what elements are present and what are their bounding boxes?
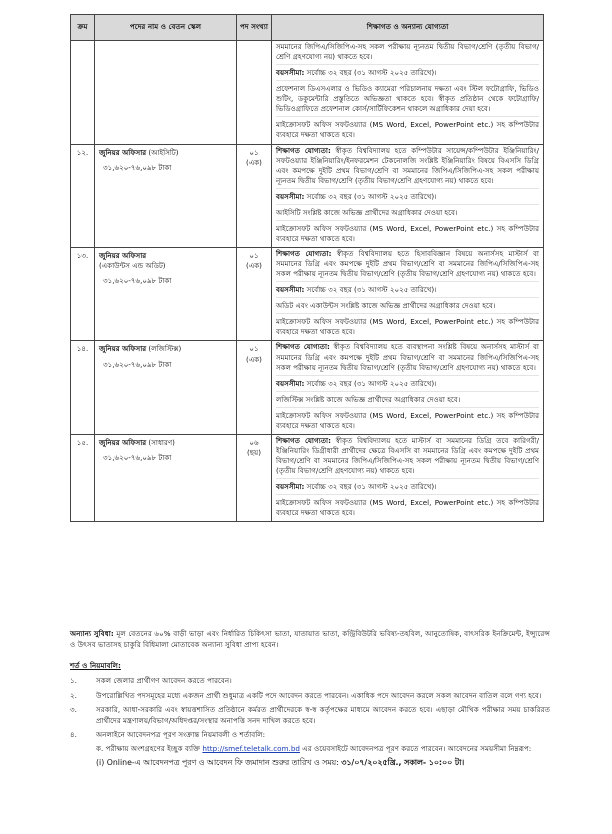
- education-text: স্বীকৃত বিশ্ববিদ্যালয় হতে কম্পিউটার সায়েন্স/কম্পিউটার ইঞ্জিনিয়ারিং/সফটওয়্যার ইঞ্জিনিয়ারিং/ইনফরমেশন টেকনোলজি সংশ্লিষ্ট ইঞ্জিনিয়ারিং বিষয়ে বিএসসি ডিগ্রি এবং কমপক্ষে দুইটি প্রথম বিভাগ/শ্রেণি বা সমমানের জিপিএ/সিজিপিএ-সহ সকল পরীক্ষায় ন্যূনতম দ্বিতীয় বিভাগ/শ্রেণি (তৃতীয় বিভাগ/শ্রেণি গ্রহণযোগ্য নয়) থাকতে হবে।: [276, 145, 539, 185]
- salary-scale: ৩১,৬২০-৭৬,০৯৮ টাকা: [103, 359, 172, 369]
- age-limit-text: সর্বোচ্চ ৩২ বছর (৩১ আগস্ট ২০২৫ তারিখে)।: [304, 378, 437, 388]
- age-limit-label: বয়সসীমা:: [276, 482, 305, 492]
- post-count: ০৬: [249, 437, 259, 447]
- table-row: [71, 434, 544, 521]
- education-requirement: [276, 342, 539, 375]
- education-text: স্বীকৃত বিশ্ববিদ্যালয় হতে ব্যবস্থাপনা সংশ্লিষ্ট বিষয়ে অনার্সসহ মাস্টার্স বা সমমানের ডিগ্রি এবং কমপক্ষে দুইটি প্রথম বিভাগ/শ্রেণি বা সমমানের জিপিএ/সিজিপিএ-সহ সকল পরীক্ষায় ন্যূনতম দ্বিতীয় বিভাগ/শ্রেণি (তৃতীয় বিভাগ/শ্রেণি গ্রহণযোগ্য নয়) থাকতে হবে।: [276, 342, 539, 372]
- condition-item: [70, 704, 550, 726]
- post-count-words: (এক): [246, 354, 262, 364]
- preference-text: অডিট এবং একাউন্টস সংশ্লিষ্ট কাজে অভিজ্ঞ প্রার্থীদের অগ্রাধিকার দেওয়া হবে।: [276, 301, 539, 314]
- posts-table: [70, 14, 544, 522]
- condition-text: উপরোল্লিখিত পদসমূহের মধ্যে একজন প্রার্থী শুধুমাত্র একটি পদে আবেদন করতে পারবেন। একাধিক পদে আবেদন করলে সকল আবেদন বাতিল বলে গণ্য হবে।: [96, 690, 542, 700]
- post-count: ০১: [249, 344, 259, 354]
- age-limit: [276, 192, 539, 205]
- ms-office-text: মাইক্রোসফট অফিস সফটওয়্যার (MS Word, Excel, PowerPoint etc.) সহ কম্পিউটার ব্যবহারে দক্ষতা থাকতে হবে।: [276, 498, 539, 518]
- serial-number: ১৪.: [71, 341, 95, 434]
- header-post: পদের নাম ও বেতন স্কেল: [95, 15, 237, 41]
- experience-text: প্রফেশনাল ডিএসএলার ও ভিডিও ক্যামেরা পরিচালনায় দক্ষতা এবং স্টিল ফটোগ্রাফি, ভিডিও শুটিং, ডকুমেন্টারি প্রস্তুতিতে অভিজ্ঞতা থাকতে হবে। স্বীকৃত প্রতিষ্ঠান থেকে ফটোগ্রাফি/ ভিডিওগ্রাফিতে প্রফেশনাল কোর্স/সার্টিফিকেশন থাকলে অগ্রাধিকার দেয়া হবে।: [276, 84, 539, 117]
- education-label: শিক্ষাগত যোগ্যতা:: [276, 435, 331, 445]
- age-limit-text: সর্বোচ্চ ৩২ বছর (৩১ আগস্ট ২০২৫ তারিখে)।: [304, 191, 437, 201]
- post-cell: [95, 434, 237, 521]
- post-title: জুনিয়র অফিসার: [99, 251, 147, 260]
- table-row: [71, 144, 544, 248]
- post-subtitle: (একাউন্টস এন্ড অডিট): [99, 261, 166, 271]
- ms-office-text: মাইক্রোসফট অফিস সফটওয়্যার (MS Word, Excel, PowerPoint etc.) সহ কম্পিউটার ব্যবহারে দক্ষতা থাকতে হবে।: [276, 317, 539, 337]
- requirement-text: সমমানের জিপিএ/সিজিপিএ-সহ সকল পরীক্ষায় ন্যূনতম দ্বিতীয় বিভাগ/শ্রেণি (তৃতীয় বিভাগ/শ্রেণি গ্রহণযোগ্য নয়) থাকতে হবে।: [276, 42, 539, 65]
- apply-start-label: (i) Online-এ আবেদনপত্র পূরণ ও আবেদন ফি জমাদান শুরুর তারিখ ও সময়:: [96, 758, 342, 768]
- serial-number: ১৫.: [71, 434, 95, 521]
- ms-office-text: মাইক্রোসফট অফিস সফটওয়্যার (MS Word, Excel, PowerPoint etc.) সহ কম্পিউটার ব্যবহারে দক্ষতা থাকতে হবে।: [276, 223, 539, 243]
- condition-item: [70, 675, 550, 686]
- post-count-cell: [237, 434, 272, 521]
- post-count-words: (এক): [246, 261, 262, 271]
- age-limit-text: সর্বোচ্চ ৩২ বছর (৩১ আগস্ট ২০২৫ তারিখে)।: [304, 482, 437, 492]
- other-benefits-label: অন্যান্য সুবিধা:: [70, 629, 114, 638]
- apply-start-value: ৩১/০৭/২০২৫খ্রি., সকাল- ১০:০০ টা।: [341, 758, 465, 768]
- serial-number: ১২.: [71, 144, 95, 248]
- post-count-words: (এক): [246, 157, 262, 167]
- table-row: [71, 248, 544, 341]
- apply-text-pre: ক. পরীক্ষায় অংশগ্রহণের ইচ্ছুক ব্যক্তি: [96, 744, 203, 754]
- conditions-heading: শর্ত ও নিয়মাবলি:: [70, 661, 121, 671]
- apply-start-date: [70, 757, 550, 769]
- requirements-cell: [272, 41, 544, 145]
- education-text: স্বীকৃত বিশ্ববিদ্যালয় হতে হিসাববিজ্ঞান বিষয়ে অনার্সসহ মাস্টার্স বা সমমানের ডিগ্রি এবং কমপক্ষে দুইটি প্রথম বিভাগ/শ্রেণি বা সমমানের জিপিএ/সিজিপিএ-সহ সকল পরীক্ষায় ন্যূনতম দ্বিতীয় বিভাগ/শ্রেণি (তৃতীয় বিভাগ/শ্রেণি গ্রহণযোগ্য নয়) থাকতে হবে।: [276, 249, 539, 279]
- age-limit-label: বয়সসীমা:: [276, 68, 305, 78]
- serial-number: ১৩.: [71, 248, 95, 341]
- post-count-words: (ছয়): [246, 447, 261, 457]
- table-row: [71, 341, 544, 434]
- education-requirement: [276, 249, 539, 282]
- post-title: জুনিয়র অফিসার: [99, 147, 147, 157]
- salary-scale: ৩১,৬২০-৭৬,০৯৮ টাকা: [103, 162, 172, 172]
- salary-scale: ৩১,৬২০-৭৬,০৯৮ টাকা: [103, 276, 172, 286]
- post-count: ০১: [249, 251, 259, 260]
- condition-item: [70, 729, 550, 740]
- age-limit: [276, 482, 539, 495]
- education-requirement: [276, 436, 539, 479]
- preference-text: আইসিটি সংশ্লিষ্ট কাজে অভিজ্ঞ প্রার্থীদের অগ্রাধিকার দেওয়া হবে।: [276, 208, 539, 221]
- age-limit-text: সর্বোচ্চ ৩২ বছর (৩১ আগস্ট ২০২৫ তারিখে)।: [304, 285, 437, 295]
- other-benefits: [70, 628, 550, 650]
- education-text: স্বীকৃত বিশ্ববিদ্যালয় হতে মাস্টার্স বা সমমানের ডিগ্রি তবে কারিগরী/ইঞ্জিনিয়ারিং ডিগ্রীধারী প্রার্থীদের ক্ষেত্রে বিএসসি বা সমমানের ডিগ্রি এবং কমপক্ষে দুইটি প্রথম বিভাগ/শ্রেণি বা সমমানের জিপিএ/সিজিপিএ-সহ সকল পরীক্ষায় ন্যূনতম দ্বিতীয় বিভাগ/শ্রেণি (তৃতীয় বিভাগ/শ্রেণি গ্রহণযোগ্য নয়) থাকতে হবে।: [276, 435, 539, 476]
- age-limit-text: সর্বোচ্চ ৩২ বছর (৩১ আগস্ট ২০২৫ তারিখে)।: [304, 68, 437, 78]
- condition-number: ১.: [70, 676, 77, 686]
- apply-instruction: [70, 743, 550, 754]
- condition-number: ৩.: [70, 704, 77, 714]
- condition-item: [70, 690, 550, 701]
- age-limit-label: বয়সসীমা:: [276, 191, 305, 201]
- salary-scale: ৩১,৬২০-৭৬,০৯৮ টাকা: [103, 452, 172, 462]
- education-label: শিক্ষাগত যোগ্যতা:: [276, 342, 330, 352]
- ms-office-text: মাইক্রোসফট অফিস সফটওয়্যার (MS Word, Excel, PowerPoint etc.) সহ কম্পিউটার ব্যবহারে দক্ষতা থাকতে হবে।: [276, 120, 539, 140]
- post-title: জুনিয়র অফিসার: [99, 437, 147, 447]
- table-header-row: [71, 15, 544, 41]
- post-count-cell: [237, 248, 272, 341]
- other-benefits-text: মূল বেতনের ৬০% বাড়ী ভাড়া এবং নির্ধারিত চিকিৎসা ভাতা, যাতায়াত ভাতা, কন্ট্রিবিউটরি ভবিষ্য-তহবিল, আনুতোষিক, বাৎসরিক ইনক্রিমেন্ট, ইন্স্যুরেন্স ও উৎসব ভাতাসহ চাকুরি বিধিমালা মোতাবেক অন্যান্য সুবিধা প্রাপ্য হবেন।: [70, 629, 550, 650]
- post-count-cell: [237, 144, 272, 248]
- condition-text: সকল জেলার প্রার্থীগণ আবেদন করতে পারবেন।: [96, 676, 232, 686]
- education-label: শিক্ষাগত যোগ্যতা:: [276, 249, 332, 258]
- apply-text-post: এর ওয়েবসাইটে আবেদনপত্র পূরণ করতে পারবেন। আবেদনের সময়সীমা নিম্নরূপ:: [299, 744, 532, 754]
- age-limit-label: বয়সসীমা:: [276, 378, 305, 388]
- table-row-continued: [71, 41, 544, 145]
- condition-text: অনলাইনে আবেদনপত্র পূরণ সংক্রান্ত নিয়মাবলী ও শর্তাবলি:: [96, 730, 266, 740]
- requirements-cell: [272, 341, 544, 434]
- age-limit: [276, 379, 539, 392]
- age-limit: [276, 285, 539, 298]
- ms-office-text: মাইক্রোসফট অফিস সফটওয়্যার (MS Word, Excel, PowerPoint etc.) সহ কম্পিউটার ব্যবহারে দক্ষতা থাকতে হবে।: [276, 410, 539, 430]
- requirements-cell: [272, 144, 544, 248]
- post-count: ০১: [249, 147, 259, 157]
- condition-text: সরকারি, আধা-সরকারি এবং স্বায়ত্তশাসিত প্রতিষ্ঠানে কর্মরত প্রার্থীদেরকে স্ব-স্ব কর্তৃপক্ষের মাধ্যমে আবেদন করতে হবে। এছাড়া মৌখিক পরীক্ষার সময় চাকরিরত প্রার্থীদের মন্ত্রণালয়/বিভাগ/অধিদপ্তর/সংস্থার অনাপত্তি সনদ দাখিল করতে হবে।: [96, 704, 550, 725]
- notice-footer: [70, 628, 550, 772]
- education-label: শিক্ষাগত যোগ্যতা:: [276, 145, 331, 155]
- preference-text: লজিস্টিক্স সংশ্লিষ্ট কাজে অভিজ্ঞ প্রার্থীদের অগ্রাধিকার দেওয়া হবে।: [276, 395, 539, 408]
- header-requirements: শিক্ষাগত ও অন্যান্য যোগ্যতা: [272, 15, 544, 41]
- post-cell: [95, 248, 237, 341]
- post-subtitle: (লজিস্টিক্স): [146, 344, 182, 354]
- education-requirement: [276, 146, 539, 189]
- post-title: জুনিয়র অফিসার: [99, 344, 147, 354]
- post-subtitle: (সাধারণ): [146, 437, 175, 447]
- post-cell: [95, 144, 237, 248]
- requirements-cell: [272, 434, 544, 521]
- condition-number: ৪.: [70, 730, 77, 740]
- age-limit: [276, 68, 539, 81]
- application-website-link[interactable]: http://smef.teletalk.com.bd: [202, 744, 300, 754]
- condition-number: ২.: [70, 690, 77, 700]
- header-serial: ক্রম: [71, 15, 95, 41]
- requirements-cell: [272, 248, 544, 341]
- header-count: পদ সংখ্যা: [237, 15, 272, 41]
- post-subtitle: (আইসিটি): [146, 147, 179, 157]
- post-cell: [95, 341, 237, 434]
- post-count-cell: [237, 341, 272, 434]
- age-limit-label: বয়সসীমা:: [276, 285, 305, 295]
